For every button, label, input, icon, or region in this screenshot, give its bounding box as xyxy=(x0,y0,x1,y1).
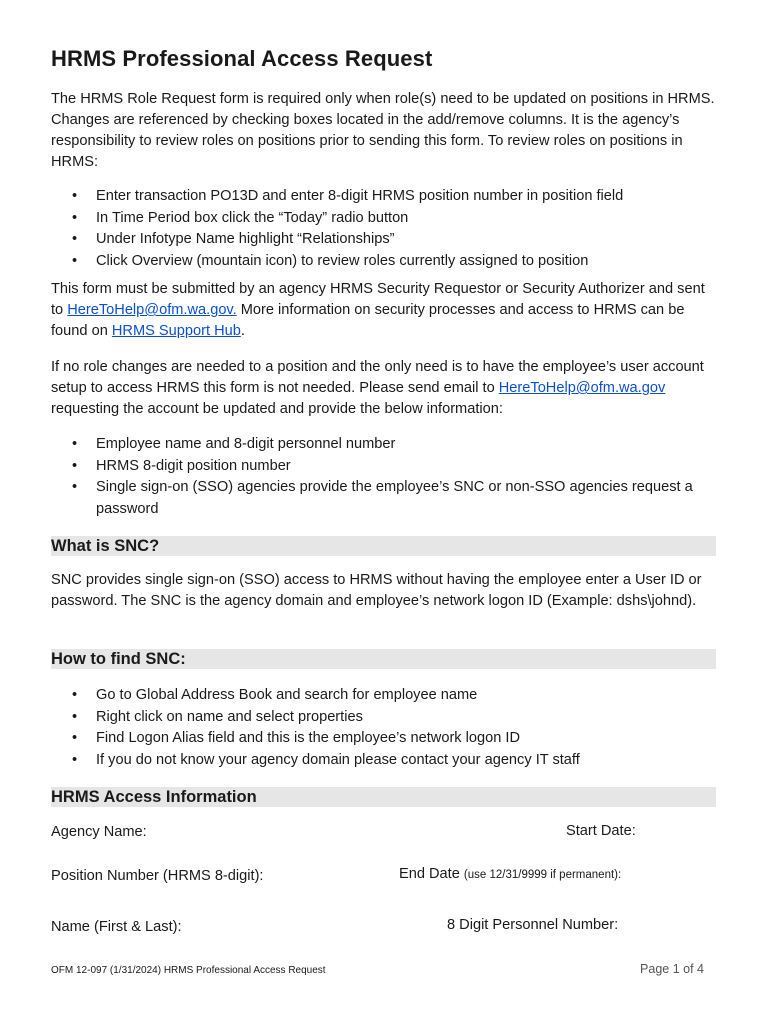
submit-paragraph: This form must be submitted by an agency HRMS Security Requestor or Security Authorizer and sent to HereToHelp@ofm.wa.gov. More information on security processes and access to HRMS can be found on HRMS Support Hub. xyxy=(51,281,705,339)
end-date-note: (use 12/31/9999 if permanent): xyxy=(463,869,622,881)
personnel-number-label: 8 Digit Personnel Number: xyxy=(447,917,619,933)
find-snc-heading: How to find SNC: xyxy=(51,650,186,668)
support-hub-link[interactable]: HRMS Support Hub xyxy=(111,323,241,339)
bullet-icon: • xyxy=(72,252,78,269)
list-item: • Click Overview (mountain icon) to review roles currently assigned to position xyxy=(51,251,715,273)
bullet-icon: • xyxy=(72,188,78,204)
bullet-icon: • xyxy=(72,436,78,452)
email-link[interactable]: HereToHelp@ofm.wa.gov xyxy=(498,380,666,396)
bullet-icon: • xyxy=(72,479,78,495)
list-item: • HRMS 8-digit position number xyxy=(51,456,715,478)
agency-name-label: Agency Name: xyxy=(51,824,147,840)
bullet-icon: • xyxy=(72,231,78,247)
section-heading-bar xyxy=(51,787,716,807)
list-item: • Enter transaction PO13D and enter 8-digit HRMS position number in position field xyxy=(51,186,715,208)
section-heading-bar xyxy=(51,536,716,556)
snc-paragraph: SNC provides single sign-on (SSO) access to HRMS without having the employee enter a User ID or password. The SNC is the agency domain and employee’s network logon ID (Example: dshs\johnd). xyxy=(51,572,702,609)
list-item: • Single sign-on (SSO) agencies provide the employee’s SNC or non-SSO agencies request a password xyxy=(72,479,693,517)
end-date-label: End Date (use 12/31/9999 if permanent): xyxy=(399,866,622,882)
position-number-label: Position Number (HRMS 8-digit): xyxy=(51,868,264,884)
footer-page-number: Page 1 of 4 xyxy=(640,962,704,976)
footer-form-id: OFM 12-097 (1/31/2024) HRMS Professional Access Request xyxy=(51,965,326,976)
list-item: • Go to Global Address Book and search for employee name xyxy=(51,685,715,707)
review-steps-list xyxy=(51,186,715,272)
list-item: • Right click on name and select properties xyxy=(51,707,715,729)
bullet-icon: • xyxy=(72,457,78,474)
email-info-list xyxy=(51,434,715,520)
no-change-paragraph: If no role changes are needed to a position and the only need is to have the employee’s user account setup to access HRMS this form is not needed. Please send email to HereToHelp@ofm.wa.gov requesting the account be updated and provide the below information: xyxy=(51,359,704,417)
page-title: HRMS Professional Access Request xyxy=(51,46,433,71)
name-label: Name (First & Last): xyxy=(51,919,182,935)
intro-paragraph: The HRMS Role Request form is required only when role(s) need to be updated on positions in HRMS. Changes are referenced by checking boxes located in the add/remove columns. It is the agency’s responsibility to review roles on positions prior to sending this form. To review roles on positions in HRMS: xyxy=(51,91,715,170)
snc-heading: What is SNC? xyxy=(51,537,160,555)
email-link[interactable]: HereToHelp@ofm.wa.gov. xyxy=(67,302,237,318)
list-item: • In Time Period box click the “Today” radio button xyxy=(51,208,715,230)
bullet-icon: • xyxy=(72,708,78,725)
bullet-icon: • xyxy=(72,751,78,768)
list-item: • If you do not know your agency domain please contact your agency IT staff xyxy=(51,750,715,772)
bullet-icon: • xyxy=(72,730,78,746)
start-date-label: Start Date: xyxy=(566,823,636,839)
section-heading-bar xyxy=(51,649,716,669)
access-info-heading: HRMS Access Information xyxy=(51,788,257,806)
list-item: • Employee name and 8-digit personnel number xyxy=(51,434,715,456)
find-snc-list xyxy=(51,685,715,771)
bullet-icon: • xyxy=(72,209,78,226)
list-item: • Under Infotype Name highlight “Relationships” xyxy=(51,229,715,251)
list-item: • Find Logon Alias field and this is the employee’s network logon ID xyxy=(51,728,715,750)
bullet-icon: • xyxy=(72,687,78,703)
